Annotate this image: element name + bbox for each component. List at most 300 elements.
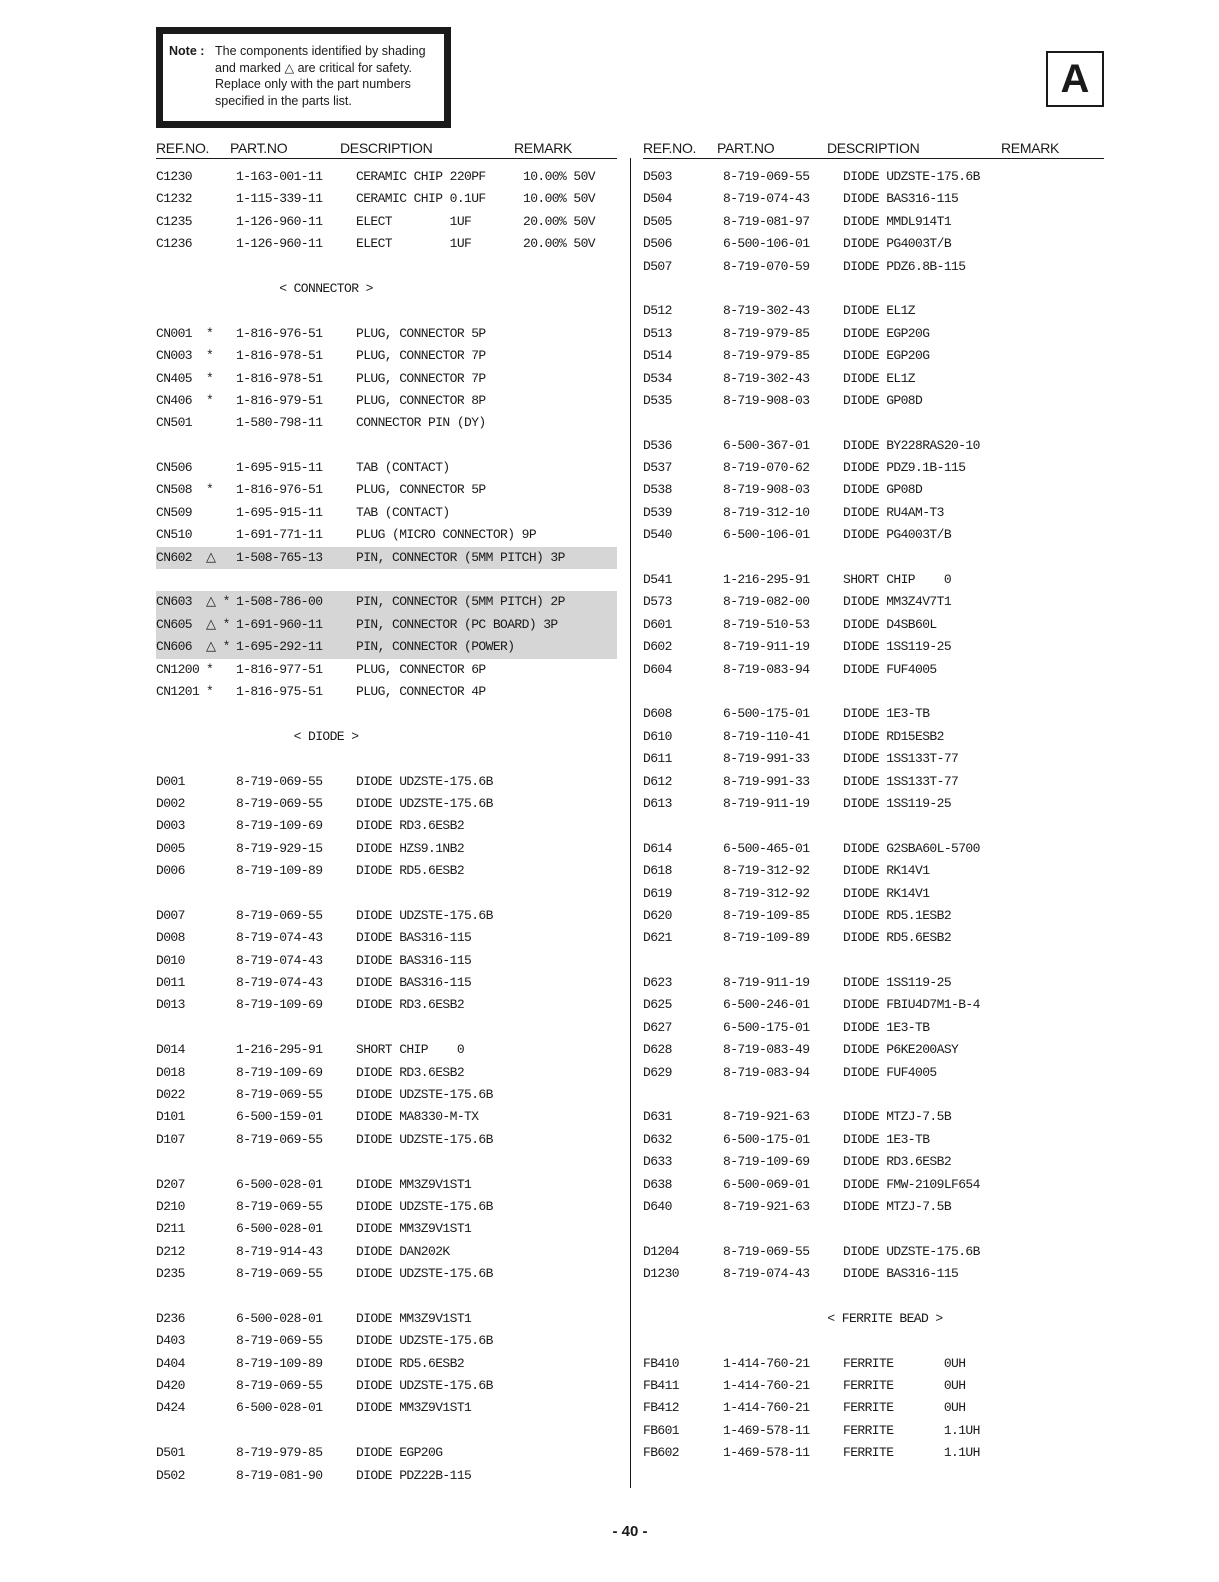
part-no: 6-500-069-01 bbox=[723, 1176, 810, 1192]
table-row bbox=[156, 860, 617, 882]
blank-row bbox=[156, 300, 617, 322]
part-no: 6-500-028-01 bbox=[236, 1221, 323, 1237]
part-no: 8-719-074-43 bbox=[236, 952, 323, 968]
part-no: 1-695-292-11 bbox=[236, 639, 323, 655]
part-no: 8-719-109-69 bbox=[236, 818, 323, 834]
ref-no: CN603 bbox=[156, 594, 193, 610]
description: DIODE UDZSTE-175.6B bbox=[356, 1087, 493, 1103]
description: CERAMIC CHIP 220PF bbox=[356, 169, 486, 184]
table-row bbox=[156, 1196, 617, 1218]
description: FERRITE 1.1UH bbox=[843, 1422, 980, 1438]
description: DIODE MM3Z9V1ST1 bbox=[356, 1176, 472, 1192]
table-row bbox=[643, 166, 1104, 188]
category-label: < DIODE > bbox=[293, 728, 359, 744]
table-row bbox=[643, 323, 1104, 345]
ref-no: CN1200 bbox=[156, 661, 200, 677]
table-row bbox=[156, 905, 617, 927]
description: PIN, CONNECTOR (PC BOARD) 3P bbox=[356, 616, 558, 632]
category-heading bbox=[156, 726, 617, 748]
description: DIODE FUF4005 bbox=[843, 1064, 937, 1080]
ref-no: D008 bbox=[156, 930, 185, 946]
part-no: 8-719-312-10 bbox=[723, 504, 810, 520]
description: DIODE UDZSTE-175.6B bbox=[356, 1266, 493, 1282]
part-no: 1-115-339-11 bbox=[236, 191, 323, 207]
ref-no: D611 bbox=[643, 751, 672, 767]
description: DIODE 1E3-TB bbox=[843, 1019, 930, 1035]
part-no: 8-719-083-49 bbox=[723, 1042, 810, 1058]
ref-no: D002 bbox=[156, 795, 185, 811]
safety-mark: * bbox=[206, 482, 214, 498]
ref-no: D535 bbox=[643, 392, 672, 408]
ref-no: D539 bbox=[643, 504, 672, 520]
description: DIODE 1E3-TB bbox=[843, 706, 930, 722]
description: DIODE MTZJ-7.5B bbox=[843, 1109, 952, 1125]
ref-no: D573 bbox=[643, 594, 672, 610]
blank-row bbox=[156, 703, 617, 725]
description: DIODE RD5.1ESB2 bbox=[843, 907, 952, 923]
part-no: 1-508-765-13 bbox=[236, 549, 323, 565]
part-no: 8-719-083-94 bbox=[723, 1064, 810, 1080]
description: PIN, CONNECTOR (5MM PITCH) 3P bbox=[356, 549, 565, 565]
description: PIN, CONNECTOR (5MM PITCH) 2P bbox=[356, 594, 565, 610]
description: DIODE 1SS119-25 bbox=[843, 795, 952, 811]
blank-row bbox=[156, 748, 617, 770]
part-no: 8-719-312-92 bbox=[723, 885, 810, 901]
table-row bbox=[156, 1084, 617, 1106]
category-label: < FERRITE BEAD > bbox=[827, 1310, 943, 1326]
description: DIODE G2SBA60L-5700 bbox=[843, 840, 980, 856]
blank-row bbox=[156, 435, 617, 457]
part-no: 8-719-069-55 bbox=[236, 1378, 323, 1394]
part-no: 1-414-760-21 bbox=[723, 1355, 810, 1371]
category-label: < CONNECTOR > bbox=[279, 280, 373, 296]
table-row bbox=[643, 1420, 1104, 1442]
ref-no: FB601 bbox=[643, 1422, 680, 1438]
table-row bbox=[643, 502, 1104, 524]
ref-no: D613 bbox=[643, 795, 672, 811]
part-no: 6-500-159-01 bbox=[236, 1109, 323, 1125]
table-row bbox=[643, 1151, 1104, 1173]
description: DIODE EGP20G bbox=[843, 325, 930, 341]
description: DIODE UDZSTE-175.6B bbox=[356, 907, 493, 923]
part-no: 8-719-911-19 bbox=[723, 795, 810, 811]
part-no: 8-719-069-55 bbox=[236, 1131, 323, 1147]
ref-no: FB602 bbox=[643, 1445, 680, 1461]
table-row bbox=[643, 524, 1104, 546]
ref-no: C1230 bbox=[156, 169, 193, 184]
ref-no: D540 bbox=[643, 527, 672, 543]
ref-no: D001 bbox=[156, 773, 185, 789]
ref-no: D003 bbox=[156, 818, 185, 834]
blank-row bbox=[156, 1286, 617, 1308]
part-no: 8-719-069-55 bbox=[236, 795, 323, 811]
table-row bbox=[643, 368, 1104, 390]
ref-no: CN509 bbox=[156, 504, 193, 520]
remark: 20.00% 50V bbox=[523, 236, 596, 252]
ref-no: CN405 bbox=[156, 370, 193, 386]
part-no: 8-719-069-55 bbox=[236, 1087, 323, 1103]
part-no: 8-719-069-55 bbox=[236, 1198, 323, 1214]
ref-no: D207 bbox=[156, 1176, 185, 1192]
description: DIODE 1SS133T-77 bbox=[843, 751, 959, 767]
ref-no: D512 bbox=[643, 303, 672, 319]
ref-no: CN602 bbox=[156, 549, 193, 565]
table-row bbox=[156, 166, 617, 188]
description: FERRITE 0UH bbox=[843, 1355, 966, 1371]
ref-no: D608 bbox=[643, 706, 672, 722]
part-no: 8-719-911-19 bbox=[723, 639, 810, 655]
part-no: 8-719-921-63 bbox=[723, 1198, 810, 1214]
description: DIODE PDZ9.1B-115 bbox=[843, 460, 966, 476]
part-no: 8-719-069-55 bbox=[236, 1333, 323, 1349]
table-row bbox=[156, 1263, 617, 1285]
description: PLUG, CONNECTOR 7P bbox=[356, 348, 486, 364]
table-row bbox=[156, 1129, 617, 1151]
part-no: 1-691-771-11 bbox=[236, 527, 323, 543]
blank-row bbox=[156, 256, 617, 278]
part-no: 8-719-908-03 bbox=[723, 392, 810, 408]
table-row bbox=[156, 188, 617, 210]
table-row bbox=[156, 1241, 617, 1263]
ref-no: CN003 bbox=[156, 348, 193, 364]
part-no: 8-719-109-69 bbox=[723, 1154, 810, 1170]
blank-row bbox=[156, 883, 617, 905]
description: ELECT 1UF bbox=[356, 236, 472, 252]
part-no: 1-816-979-51 bbox=[236, 392, 323, 408]
description: DIODE RD3.6ESB2 bbox=[356, 818, 465, 834]
table-row bbox=[156, 390, 617, 412]
description: CONNECTOR PIN (DY) bbox=[356, 415, 486, 431]
table-row bbox=[643, 793, 1104, 815]
description: DIODE UDZSTE-175.6B bbox=[356, 1131, 493, 1147]
table-row bbox=[156, 1465, 617, 1487]
part-no: 6-500-367-01 bbox=[723, 437, 810, 453]
ref-no: CN605 bbox=[156, 616, 193, 632]
table-row bbox=[156, 412, 617, 434]
table-row bbox=[156, 502, 617, 524]
description: DIODE 1SS119-25 bbox=[843, 975, 952, 991]
description: DIODE DAN202K bbox=[356, 1243, 450, 1259]
table-row bbox=[156, 659, 617, 681]
ref-no: D018 bbox=[156, 1064, 185, 1080]
description: DIODE RD3.6ESB2 bbox=[356, 1064, 465, 1080]
description: DIODE MM3Z9V1ST1 bbox=[356, 1221, 472, 1237]
part-no: 1-126-960-11 bbox=[236, 213, 323, 229]
description: DIODE UDZSTE-175.6B bbox=[356, 773, 493, 789]
part-no: 8-719-979-85 bbox=[723, 325, 810, 341]
description: DIODE EL1Z bbox=[843, 303, 916, 319]
header-remark: REMARK bbox=[514, 140, 573, 156]
ref-no: D101 bbox=[156, 1109, 185, 1125]
table-row bbox=[156, 457, 617, 479]
description: DIODE BAS316-115 bbox=[356, 952, 472, 968]
description: CERAMIC CHIP 0.1UF bbox=[356, 191, 486, 207]
description: TAB (CONTACT) bbox=[356, 460, 450, 476]
table-row bbox=[643, 1353, 1104, 1375]
description: DIODE UDZSTE-175.6B bbox=[843, 1243, 980, 1259]
part-no: 8-719-979-85 bbox=[723, 348, 810, 364]
blank-row bbox=[643, 278, 1104, 300]
table-row bbox=[156, 994, 617, 1016]
description: DIODE UDZSTE-175.6B bbox=[356, 1378, 493, 1394]
safety-mark: △ * bbox=[206, 594, 230, 610]
table-row bbox=[156, 345, 617, 367]
part-no: 1-469-578-11 bbox=[723, 1445, 810, 1461]
ref-no: D640 bbox=[643, 1198, 672, 1214]
table-row bbox=[156, 1442, 617, 1464]
note-label: Note : bbox=[169, 44, 205, 58]
table-row bbox=[643, 1263, 1104, 1285]
category-heading bbox=[643, 1308, 1104, 1330]
safety-note bbox=[156, 27, 451, 128]
safety-mark: * bbox=[206, 683, 214, 699]
safety-mark: * bbox=[206, 325, 214, 341]
table-row bbox=[156, 614, 617, 636]
safety-mark: △ * bbox=[206, 616, 230, 632]
header-ref: REF.NO. bbox=[643, 140, 697, 156]
table-row bbox=[156, 815, 617, 837]
table-row bbox=[156, 479, 617, 501]
ref-no: CN406 bbox=[156, 392, 193, 408]
ref-no: D211 bbox=[156, 1221, 185, 1237]
description: DIODE 1SS133T-77 bbox=[843, 773, 959, 789]
part-no: 8-719-110-41 bbox=[723, 728, 810, 744]
table-row bbox=[156, 233, 617, 255]
part-no: 8-719-074-43 bbox=[723, 1266, 810, 1282]
ref-no: D404 bbox=[156, 1355, 185, 1371]
description: DIODE MM3Z4V7T1 bbox=[843, 594, 952, 610]
part-no: 8-719-109-89 bbox=[236, 863, 323, 879]
part-no: 1-816-976-51 bbox=[236, 325, 323, 341]
ref-no: D638 bbox=[643, 1176, 672, 1192]
ref-no: D631 bbox=[643, 1109, 672, 1125]
ref-no: D610 bbox=[643, 728, 672, 744]
part-no: 8-719-070-62 bbox=[723, 460, 810, 476]
description: DIODE PDZ6.8B-115 bbox=[843, 258, 966, 274]
part-no: 6-500-175-01 bbox=[723, 1131, 810, 1147]
ref-no: D420 bbox=[156, 1378, 185, 1394]
ref-no: D210 bbox=[156, 1198, 185, 1214]
table-row bbox=[643, 233, 1104, 255]
ref-no: D212 bbox=[156, 1243, 185, 1259]
part-no: 8-719-074-43 bbox=[236, 930, 323, 946]
part-no: 8-719-929-15 bbox=[236, 840, 323, 856]
part-no: 1-163-001-11 bbox=[236, 169, 323, 184]
ref-no: D505 bbox=[643, 213, 672, 229]
description: SHORT CHIP 0 bbox=[843, 572, 952, 588]
table-row bbox=[156, 323, 617, 345]
description: DIODE HZS9.1NB2 bbox=[356, 840, 465, 856]
description: SHORT CHIP 0 bbox=[356, 1042, 465, 1058]
ref-no: FB410 bbox=[643, 1355, 680, 1371]
part-no: 8-719-109-69 bbox=[236, 1064, 323, 1080]
description: DIODE MM3Z9V1ST1 bbox=[356, 1310, 472, 1326]
ref-no: D235 bbox=[156, 1266, 185, 1282]
description: PLUG, CONNECTOR 5P bbox=[356, 482, 486, 498]
blank-row bbox=[156, 1017, 617, 1039]
part-no: 8-719-069-55 bbox=[236, 1266, 323, 1282]
table-row bbox=[156, 681, 617, 703]
part-no: 6-500-465-01 bbox=[723, 840, 810, 856]
part-no: 6-500-028-01 bbox=[236, 1310, 323, 1326]
table-row bbox=[643, 457, 1104, 479]
part-no: 1-695-915-11 bbox=[236, 460, 323, 476]
description: DIODE MTZJ-7.5B bbox=[843, 1198, 952, 1214]
ref-no: D424 bbox=[156, 1400, 185, 1416]
part-no: 8-719-921-63 bbox=[723, 1109, 810, 1125]
table-row bbox=[643, 1129, 1104, 1151]
table-row bbox=[156, 1397, 617, 1419]
table-row bbox=[643, 1062, 1104, 1084]
table-row bbox=[156, 1308, 617, 1330]
description: DIODE MMDL914T1 bbox=[843, 213, 952, 229]
ref-no: D513 bbox=[643, 325, 672, 341]
part-no: 8-719-991-33 bbox=[723, 773, 810, 789]
description: PLUG, CONNECTOR 8P bbox=[356, 392, 486, 408]
ref-no: D236 bbox=[156, 1310, 185, 1326]
ref-no: D011 bbox=[156, 975, 185, 991]
ref-no: D022 bbox=[156, 1087, 185, 1103]
table-row bbox=[643, 927, 1104, 949]
header-remark: REMARK bbox=[1001, 140, 1060, 156]
part-no: 8-719-911-19 bbox=[723, 975, 810, 991]
ref-no: CN501 bbox=[156, 415, 193, 431]
description: DIODE 1SS119-25 bbox=[843, 639, 952, 655]
description: DIODE P6KE200ASY bbox=[843, 1042, 959, 1058]
blank-row bbox=[643, 1330, 1104, 1352]
table-row bbox=[643, 838, 1104, 860]
part-no: 8-719-082-00 bbox=[723, 594, 810, 610]
part-no: 1-414-760-21 bbox=[723, 1378, 810, 1394]
part-no: 1-469-578-11 bbox=[723, 1422, 810, 1438]
ref-no: CN506 bbox=[156, 460, 193, 476]
ref-no: D618 bbox=[643, 863, 672, 879]
note-line: and marked △ are critical for safety. bbox=[215, 60, 412, 75]
part-no: 8-719-914-43 bbox=[236, 1243, 323, 1259]
description: DIODE FBIU4D7M1-B-4 bbox=[843, 997, 980, 1013]
table-row bbox=[643, 972, 1104, 994]
part-no: 6-500-175-01 bbox=[723, 1019, 810, 1035]
ref-no: D502 bbox=[156, 1467, 185, 1483]
ref-no: CN001 bbox=[156, 325, 193, 341]
part-no: 8-719-069-55 bbox=[236, 773, 323, 789]
description: DIODE UDZSTE-175.6B bbox=[356, 795, 493, 811]
description: DIODE RD3.6ESB2 bbox=[843, 1154, 952, 1170]
ref-no: FB412 bbox=[643, 1400, 680, 1416]
description: DIODE RD5.6ESB2 bbox=[843, 930, 952, 946]
table-row bbox=[643, 1017, 1104, 1039]
description: DIODE FUF4005 bbox=[843, 661, 937, 677]
table-row bbox=[643, 1196, 1104, 1218]
part-no: 8-719-302-43 bbox=[723, 303, 810, 319]
table-row bbox=[156, 1106, 617, 1128]
table-row bbox=[643, 1241, 1104, 1263]
part-no: 8-719-510-53 bbox=[723, 616, 810, 632]
description: DIODE RK14V1 bbox=[843, 863, 930, 879]
description: ELECT 1UF bbox=[356, 213, 472, 229]
page-number: - 40 - bbox=[612, 1523, 648, 1540]
ref-no: CN606 bbox=[156, 639, 193, 655]
safety-mark: * bbox=[206, 661, 214, 677]
ref-no: D007 bbox=[156, 907, 185, 923]
ref-no: D541 bbox=[643, 572, 672, 588]
ref-no: D538 bbox=[643, 482, 672, 498]
description: DIODE RU4AM-T3 bbox=[843, 504, 944, 520]
safety-mark: △ * bbox=[206, 639, 230, 655]
blank-row bbox=[156, 569, 617, 591]
ref-no: D629 bbox=[643, 1064, 672, 1080]
ref-no: D534 bbox=[643, 370, 672, 386]
ref-no: D604 bbox=[643, 661, 672, 677]
ref-no: C1235 bbox=[156, 213, 193, 229]
blank-row bbox=[643, 1286, 1104, 1308]
blank-row bbox=[156, 1420, 617, 1442]
part-no: 8-719-083-94 bbox=[723, 661, 810, 677]
ref-no: D006 bbox=[156, 863, 185, 879]
description: DIODE GP08D bbox=[843, 482, 923, 498]
header-part: PART.NO bbox=[717, 140, 775, 156]
ref-no: CN1201 bbox=[156, 683, 200, 699]
description: DIODE 1E3-TB bbox=[843, 1131, 930, 1147]
ref-no: D632 bbox=[643, 1131, 672, 1147]
header-description: DESCRIPTION bbox=[340, 140, 433, 156]
table-row bbox=[643, 390, 1104, 412]
ref-no: C1236 bbox=[156, 236, 193, 252]
table-row bbox=[643, 479, 1104, 501]
table-row bbox=[156, 771, 617, 793]
ref-no: D601 bbox=[643, 616, 672, 632]
part-no: 1-414-760-21 bbox=[723, 1400, 810, 1416]
ref-no: D625 bbox=[643, 997, 672, 1013]
table-row bbox=[643, 591, 1104, 613]
table-row bbox=[643, 659, 1104, 681]
table-row bbox=[156, 547, 617, 569]
ref-no: FB411 bbox=[643, 1378, 680, 1394]
part-no: 8-719-070-59 bbox=[723, 258, 810, 274]
parts-list-left bbox=[156, 166, 617, 1487]
ref-no: D612 bbox=[643, 773, 672, 789]
table-row bbox=[643, 614, 1104, 636]
description: PLUG, CONNECTOR 4P bbox=[356, 683, 486, 699]
ref-no: D514 bbox=[643, 348, 672, 364]
description: DIODE PDZ22B-115 bbox=[356, 1467, 472, 1483]
description: DIODE MM3Z9V1ST1 bbox=[356, 1400, 472, 1416]
part-no: 8-719-302-43 bbox=[723, 370, 810, 386]
part-no: 8-719-069-55 bbox=[723, 169, 810, 184]
description: FERRITE 1.1UH bbox=[843, 1445, 980, 1461]
description: PIN, CONNECTOR (POWER) bbox=[356, 639, 515, 655]
table-row bbox=[643, 211, 1104, 233]
part-no: 1-691-960-11 bbox=[236, 616, 323, 632]
table-row bbox=[156, 1218, 617, 1240]
description: DIODE BAS316-115 bbox=[843, 191, 959, 207]
table-row bbox=[156, 950, 617, 972]
parts-list-right bbox=[643, 166, 1104, 1465]
remark: 10.00% 50V bbox=[523, 191, 596, 207]
description: DIODE GP08D bbox=[843, 392, 923, 408]
table-row bbox=[643, 703, 1104, 725]
blank-row bbox=[156, 1151, 617, 1173]
table-row bbox=[643, 569, 1104, 591]
description: DIODE FMW-2109LF654 bbox=[843, 1176, 980, 1192]
safety-mark: * bbox=[206, 370, 214, 386]
part-no: 1-580-798-11 bbox=[236, 415, 323, 431]
table-row bbox=[643, 726, 1104, 748]
ref-no: D504 bbox=[643, 191, 672, 207]
part-no: 8-719-074-43 bbox=[236, 975, 323, 991]
table-row bbox=[156, 636, 617, 658]
ref-no: D619 bbox=[643, 885, 672, 901]
